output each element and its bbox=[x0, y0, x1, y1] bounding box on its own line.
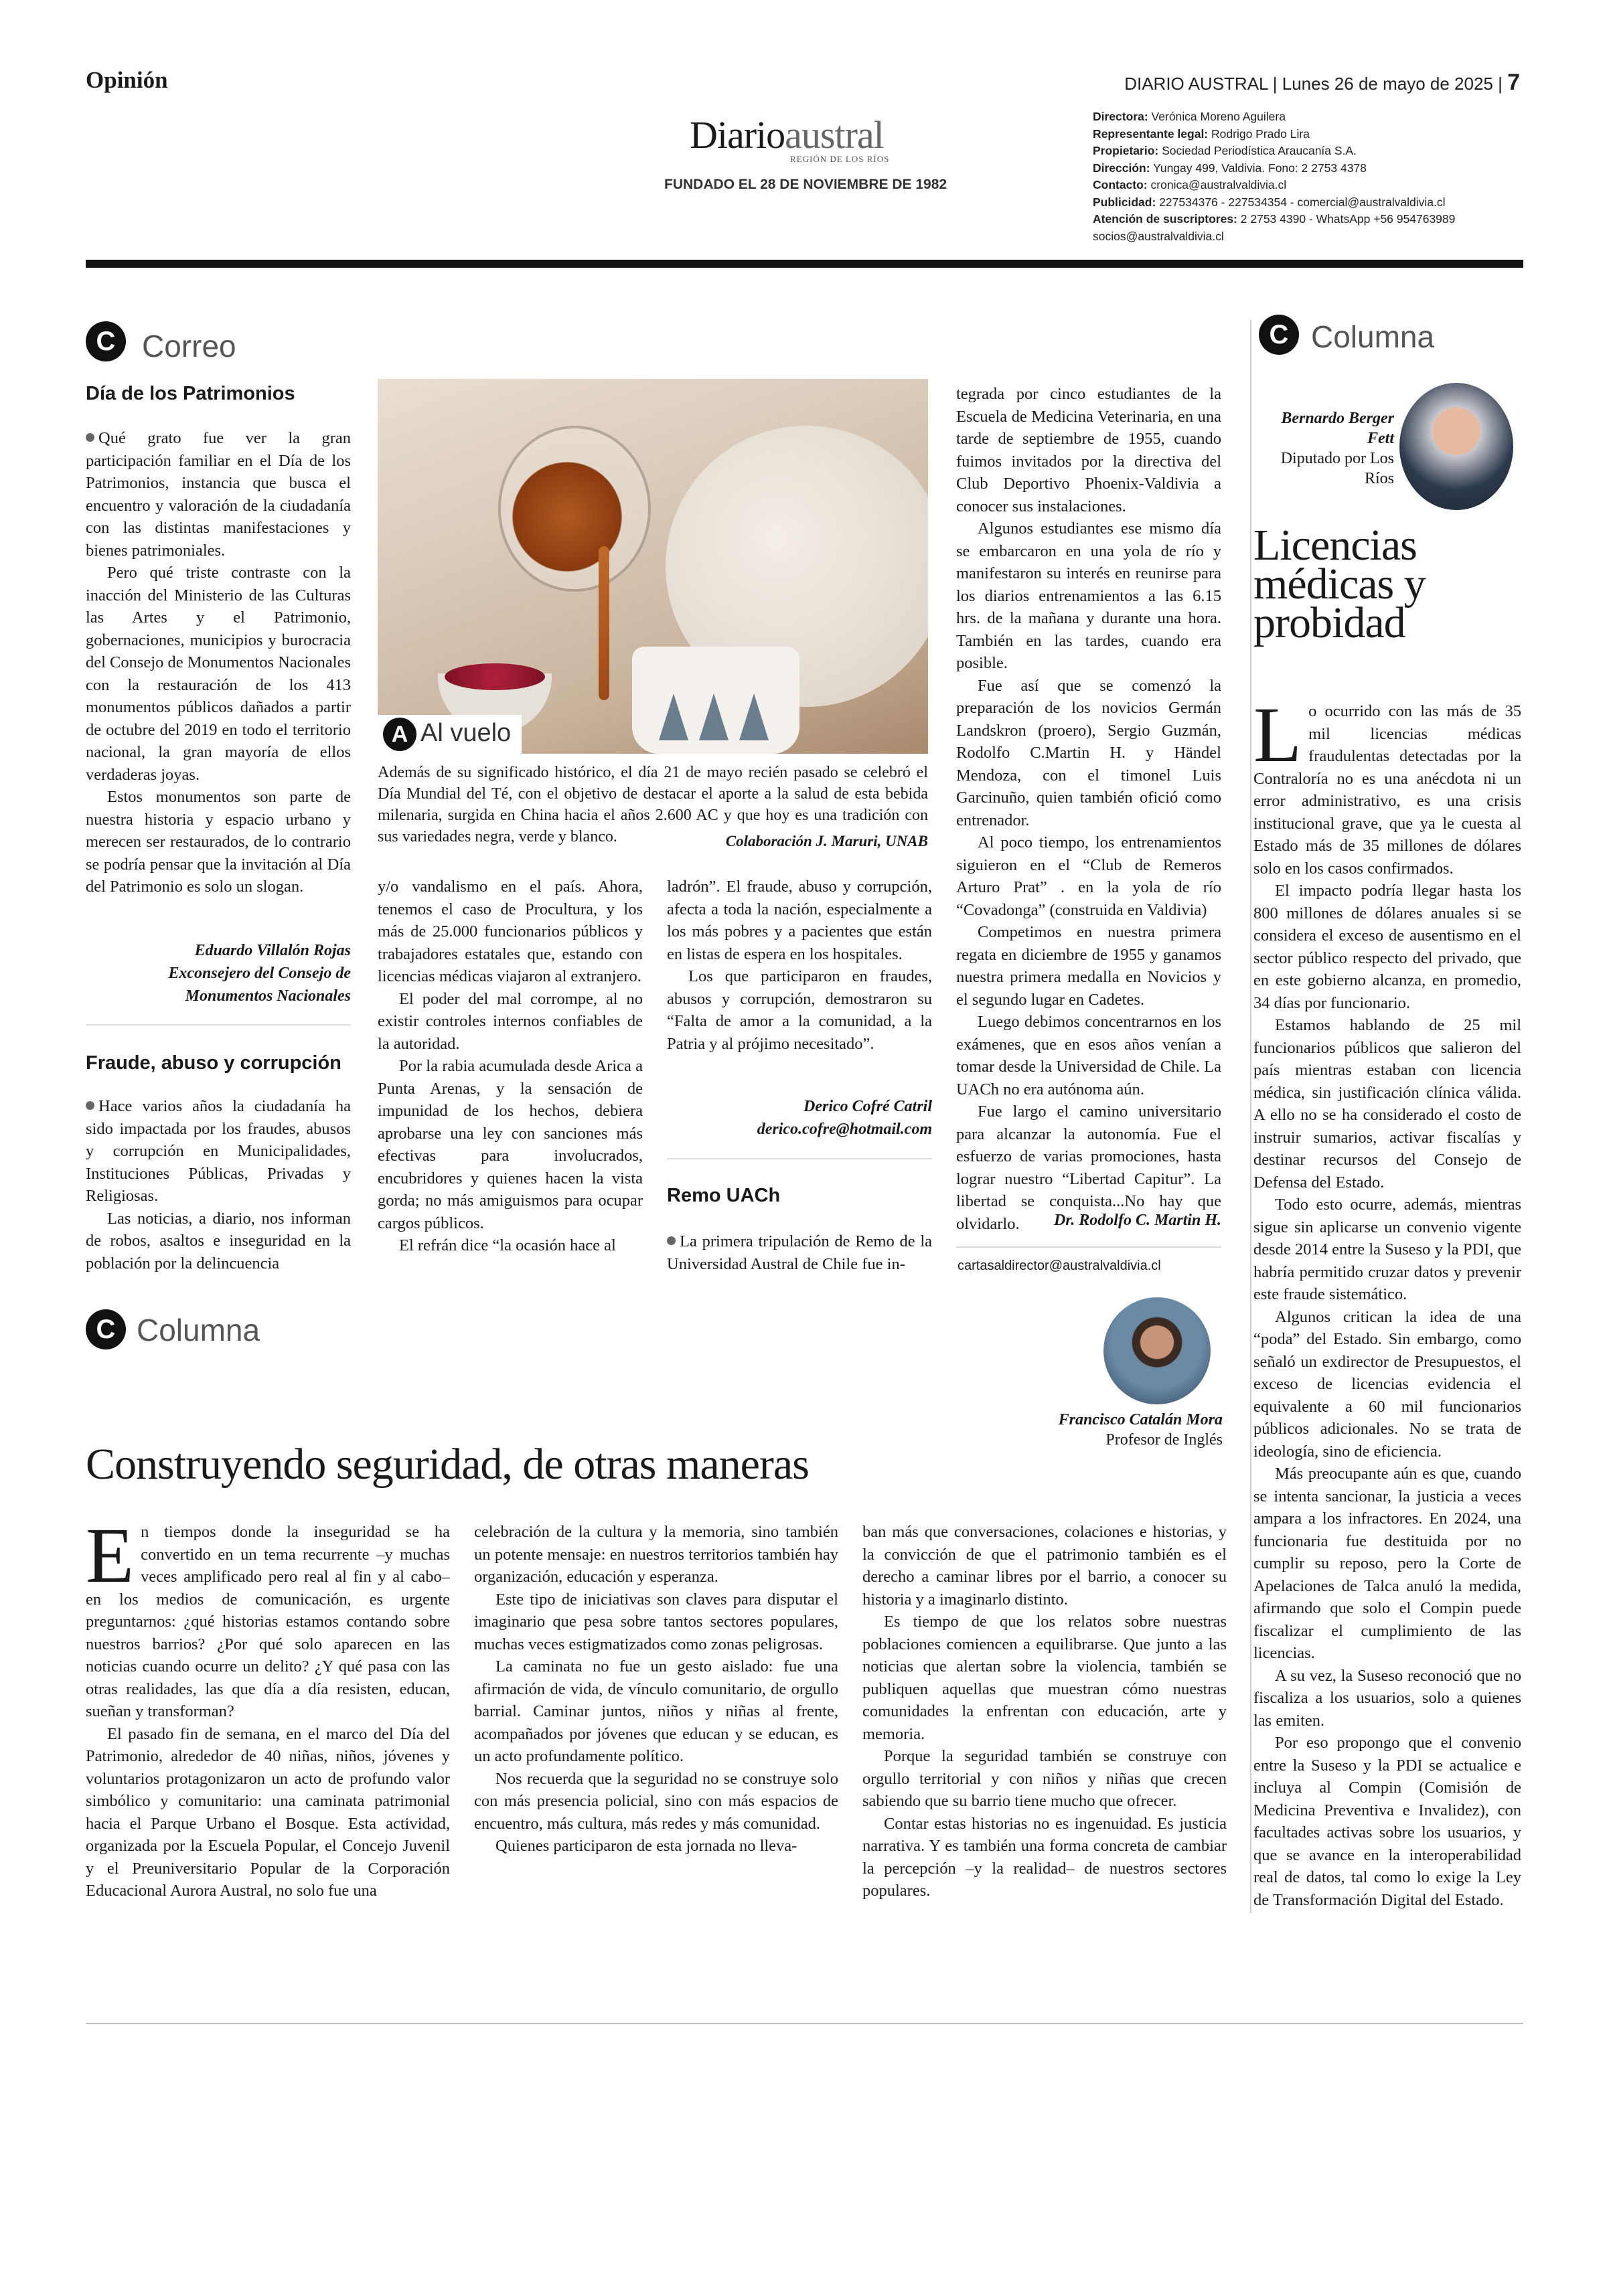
columna-col3 bbox=[862, 1521, 1227, 1902]
drop-cap: L bbox=[1253, 691, 1302, 778]
correo-label: Correo bbox=[142, 329, 236, 363]
letter2-paragraph: Los que participaron en fraudes, abusos y corrupción, demostraron su “Falta de amor a la comunidad, a la Patria y al prójimo necesitado”. bbox=[667, 967, 932, 1053]
columna-headline: Construyendo seguridad, de otras maneras bbox=[86, 1440, 809, 1489]
columnist-credit bbox=[1253, 408, 1394, 489]
paper-name: DIARIO AUSTRAL bbox=[1124, 74, 1268, 94]
columna-badge: C bbox=[1259, 315, 1299, 355]
columna-paragraph: Algunos critican la idea de una “poda” del Estado. Sin embargo, como señaló un exdirector de Presupuestos, el exceso de licencias evidencia el equivalente a 60 mil funcionarios públicos adicionales. No se trata de ideología, sino de eficiencia. bbox=[1253, 1307, 1521, 1461]
letter2-col3 bbox=[667, 876, 932, 1055]
letter3-intro bbox=[667, 1230, 932, 1275]
imprint-value: Rodrigo Prado Lira bbox=[1211, 127, 1310, 141]
letter3-paragraph: Al poco tiempo, los entrenamientos siguieron en el “Club de Remeros Arturo Prat” . en la yola de río “Covadonga” (construida en Valdivia) bbox=[956, 833, 1221, 919]
columnist-photo bbox=[1103, 1297, 1211, 1404]
columna-paragraph: Este tipo de iniciativas son claves para disputar el imaginario que pesa sobre tantos sectores populares, muchas veces estigmatizados como zonas peligrosas. bbox=[474, 1590, 838, 1653]
letter3-col bbox=[956, 383, 1221, 1235]
logo-light-text: austral bbox=[785, 113, 884, 157]
tea-photo bbox=[378, 379, 928, 754]
letter2-paragraph: Por la rabia acumulada desde Arica a Punta Arenas, y la sensación de impunidad de los hechos, debiera aprobarse una ley con sanciones más efectivas para involucrados, encubridores y quienes hacen la vista gorda; no más amiguismos para ocupar cargos públicos. bbox=[378, 1057, 643, 1232]
issue-date: Lunes 26 de mayo de 2025 bbox=[1282, 74, 1493, 94]
columna-label: Columna bbox=[1311, 319, 1435, 354]
imprint-line bbox=[1093, 126, 1535, 143]
columna-paragraph: Contar estas historias no es ingenuidad. Es justicia narrativa. Y es también una forma concreta de cambiar la percepción –y la realidad– de nuestros sectores populares. bbox=[862, 1814, 1227, 1900]
photo-caption: Además de su significado histórico, el día 21 de mayo recién pasado se celebró el Día Mundial del Té, con el objetivo de destacar el aporte a la salud de esta bebida milenaria, surgida en China hacia el años 2.600 AC y que hoy es una tradición con sus variedades negra, verde y blanco. bbox=[378, 764, 928, 845]
letter2-paragraph: ladrón”. El fraude, abuso y corrupción, afecta a toda la nación, especialmente a los más pobres y a pacientes que están en listas de espera en los hospitales. bbox=[667, 878, 932, 963]
imprint-value: socios@australvaldivia.cl bbox=[1093, 229, 1224, 243]
imprint-label: Representante legal: bbox=[1093, 127, 1209, 141]
signature-name: Eduardo Villalón Rojas bbox=[194, 942, 351, 959]
columnist-credit bbox=[924, 1410, 1223, 1450]
imprint-label: Dirección: bbox=[1093, 161, 1150, 175]
separator bbox=[667, 1158, 932, 1159]
columna-paragraph: El pasado fin de semana, en el marco del Día del Patrimonio, alrededor de 40 niñas, niños, jóvenes y voluntarios protagonizaron un acto de profundo valor simbólico y comunitario: una caminata patrimonial hacia el Parque Urbano el Bosque. Esta actividad, organizada por la Escuela Popular, el Concejo Juvenil y el Preuniversitario Popular de la Corporación Educacional Aurora Austral, no solo fue una bbox=[86, 1724, 450, 1900]
columna-col2 bbox=[474, 1521, 838, 1858]
columna-paragraph: Es tiempo de que los relatos sobre nuestras poblaciones comiencen a equilibrarse. Que junto a las noticias que alertan sobre la violencia, también se publiquen aquellas que muestran cómo nuestras comunidades la enfrentan con educación, arte y memoria. bbox=[862, 1613, 1227, 1743]
letter3-signature: Dr. Rodolfo C. Martin H. bbox=[1053, 1212, 1221, 1229]
signature-role: Monumentos Nacionales bbox=[185, 987, 351, 1005]
columna-col1 bbox=[86, 1511, 450, 1902]
column-divider bbox=[1250, 320, 1251, 1913]
letter2-col2 bbox=[378, 876, 643, 1257]
imprint-value: Sociedad Periodística Araucanía S.A. bbox=[1162, 144, 1357, 157]
bullet-icon bbox=[667, 1236, 676, 1245]
imprint-line bbox=[1093, 143, 1535, 160]
letter3-paragraph: Fue largo el camino universitario para alcanzar la autonomía. Fue el esfuerzo de varias promociones, hasta lograr nuestro “Libertad Capitur”. La libertad se conquista...No hay que olvidarlo. bbox=[956, 1102, 1221, 1233]
logo-subtitle: REGIÓN DE LOS RÍOS bbox=[790, 154, 890, 164]
columna-paragraph: A su vez, la Suseso reconoció que no fiscaliza a los usuarios, solo a quienes las emiten. bbox=[1253, 1666, 1521, 1730]
letter1-body bbox=[86, 427, 351, 898]
columna-paragraph: ban más que conversaciones, colaciones e historias, y la convicción de que el patrimonio también es el derecho a caminar libres por el barrio, a conocer su historia y a imaginarlo distinto. bbox=[862, 1523, 1227, 1609]
columna-paragraph: Quienes participaron de esta jornada no lleva- bbox=[495, 1837, 797, 1855]
signature-name: Derico Cofré Catril bbox=[804, 1098, 932, 1115]
photo-credit: Colaboración J. Maruri, UNAB bbox=[725, 833, 928, 849]
letter3-paragraph: Luego debimos concentrarnos en los exámenes, que en esos años venían a tomar desde la Universidad de Chile. La UACh no era autónoma aún. bbox=[956, 1013, 1221, 1098]
logo-main-text: Diario bbox=[690, 113, 785, 157]
letters-email[interactable]: cartasaldirector@australvaldivia.cl bbox=[958, 1258, 1161, 1273]
letter3-paragraph: tegrada por cinco estudiantes de la Escuela de Medicina Veterinaria, en una tarde de septiembre de 1955, cuando fuimos invitados por la directiva del Club Deportivo Phoenix-Valdivia a conocer sus instalaciones. bbox=[956, 385, 1221, 515]
separator bbox=[86, 1024, 351, 1026]
columna-headline: Licencias médicas y probidad bbox=[1253, 521, 1426, 647]
bullet-icon bbox=[86, 1101, 94, 1110]
imprint-line bbox=[1093, 228, 1535, 246]
bullet-icon bbox=[86, 433, 94, 442]
columna-paragraph: Por eso propongo que el convenio entre la Suseso y la PDI se actualice e incluya al Compin (Comisión de Medicina Preventiva e Invalidez), con facultades activas sobre los usuarios, y que se avance en la interoperabilidad real de datos, tal como lo exige la Ley de Transformación Digital del Estado. bbox=[1253, 1734, 1521, 1909]
columna-paragraph: El impacto podría llegar hasta los 800 millones de dólares anuales si se considera el exceso de ausentismo en el sector público respecto del privado, que en este gobierno alcanza, en promedio, 34 días por funcionario. bbox=[1253, 882, 1521, 1012]
columna-paragraph: Todo esto ocurre, además, mientras sigue sin aplicarse un convenio vigente desde 2014 entre la Suseso y la PDI, que habría permitido cruzar datos y prevenir este fraude sistemático. bbox=[1253, 1196, 1521, 1303]
letter3-paragraph: La primera tripulación de Remo de la Universidad Austral de Chile fue in- bbox=[667, 1232, 932, 1273]
letter2-signature bbox=[667, 1095, 932, 1141]
letter3-paragraph: Algunos estudiantes ese mismo día se embarcaron en una yola de río y manifestaron su interés en reunirse para los diarios entrenamientos a las 6.15 hrs. de la mañana y durante una hora. También en las tardes, cuando era posible. bbox=[956, 519, 1221, 672]
columna-label: Columna bbox=[137, 1313, 260, 1347]
columnist-role: Diputado por Los Ríos bbox=[1280, 450, 1394, 487]
imprint-label: Contacto: bbox=[1093, 178, 1148, 191]
imprint-line bbox=[1093, 194, 1535, 212]
page-header-info: DIARIO AUSTRAL | Lunes 26 de mayo de 2025 | 7 bbox=[1124, 70, 1520, 95]
letter2-paragraph: El poder del mal corrompe, al no existir controles internos confiables de la autoridad. bbox=[378, 989, 643, 1053]
columna-badge: C bbox=[86, 1309, 126, 1349]
imprint-value: 227534376 - 227534354 - comercial@australvaldivia.cl bbox=[1159, 195, 1446, 209]
columnist-photo bbox=[1399, 383, 1513, 510]
columna-paragraph: celebración de la cultura y la memoria, sino también un potente mensaje: en nuestros territorios también hay organización, educación y esperanza. bbox=[474, 1523, 838, 1586]
letter2-paragraph: Hace varios años la ciudadanía ha sido impactada por los fraudes, abusos y corrupción en Municipalidades, Instituciones Públicas, Privadas y Religiosas. bbox=[86, 1097, 351, 1205]
letter1-paragraph: Estos monumentos son parte de nuestra historia y espacio urbano y merecen ser restaurados, de lo contrario se podría pensar que la invitación al Día del Patrimonio es solo un slogan. bbox=[86, 788, 351, 896]
drop-cap: E bbox=[86, 1511, 135, 1599]
imprint-box bbox=[1093, 108, 1535, 245]
imprint-value: 2 2753 4390 - WhatsApp +56 954763989 bbox=[1240, 212, 1456, 226]
columna-body bbox=[1253, 691, 1521, 1911]
letter2-paragraph: El refrán dice “la ocasión hace al bbox=[399, 1236, 616, 1254]
imprint-label: Directora: bbox=[1093, 110, 1148, 123]
letter2-paragraph: Las noticias, a diario, nos informan de robos, asaltos e inseguridad en la población por la delincuencia bbox=[86, 1209, 351, 1273]
al-vuelo-text: Al vuelo bbox=[420, 719, 512, 748]
al-vuelo-badge: A bbox=[383, 718, 416, 751]
columnist-name: Francisco Catalán Mora bbox=[1058, 1411, 1223, 1428]
imprint-label: Propietario: bbox=[1093, 144, 1159, 157]
letter3-paragraph: Fue así que se comenzó la preparación de los novicios Germán Landskron (proero), Sergio Guzmán, Rodolfo C.Martin H. y Händel Mendoza, con el timonel Luis Garcinuño, quien también ofició como entrenador. bbox=[956, 676, 1221, 829]
imprint-value: cronica@australvaldivia.cl bbox=[1150, 178, 1287, 191]
section-title: Opinión bbox=[86, 67, 168, 93]
letter3-title: Remo UACh bbox=[667, 1185, 781, 1206]
letter3-paragraph: Competimos en nuestra primera regata en diciembre de 1955 y ganamos nuestra primera medalla en Novicios y el segundo lugar en Cadetes. bbox=[956, 923, 1221, 1009]
letter2-paragraph: y/o vandalismo en el país. Ahora, tenemos el caso de Procultura, y los más de 25.000 funcionarios públicos y trabajadores estatales que, estando con licencias médicas viajaron al extranjero. bbox=[378, 878, 643, 985]
founded-line: FUNDADO EL 28 DE NOVIEMBRE DE 1982 bbox=[664, 177, 947, 192]
tea-stream bbox=[599, 546, 609, 700]
columna-paragraph: Nos recuerda que la seguridad no se construye solo con más presencia policial, sino con más espacios de encuentro, más cultura, más redes y más comunidad. bbox=[474, 1769, 838, 1833]
letter2-title: Fraude, abuso y corrupción bbox=[86, 1052, 341, 1074]
newspaper-logo bbox=[690, 112, 884, 157]
imprint-label: Publicidad: bbox=[1093, 195, 1156, 209]
columna-paragraph: n tiempos donde la inseguridad se ha convertido en un tema recurrente –y muchas veces amplificado pero real al fin y al cabo– en los medios de comunicación, es urgente preguntarnos: ¿qué historias estamos contando sobre nuestros barrios? ¿Por qué solo aparecen en las noticias cuando ocurre un delito? ¿Y qué pasa con las otras realidades, las que día a día resisten, educan, sueñan y transforman? bbox=[86, 1523, 450, 1720]
columnist-name: Bernardo Berger Fett bbox=[1281, 410, 1394, 447]
imprint-line bbox=[1093, 177, 1535, 194]
imprint-line bbox=[1093, 160, 1535, 177]
page-number: 7 bbox=[1507, 70, 1520, 95]
imprint-line bbox=[1093, 108, 1535, 126]
columna-paragraph: Más preocupante aún es que, cuando se intenta sancionar, la justicia a veces ampara a los infractores. En 2024, una funcionaria fue destituida por no cumplir su reposo, pero la Corte de Apelaciones de Talca anuló la medida, afirmando que solo el Compin puede fiscalizar el cumplimiento de las licencias. bbox=[1253, 1465, 1521, 1662]
letter1-title: Día de los Patrimonios bbox=[86, 383, 295, 404]
correo-badge: C bbox=[86, 321, 126, 361]
letter1-signature bbox=[86, 939, 351, 1007]
columnist-role: Profesor de Inglés bbox=[1105, 1431, 1223, 1449]
columna-paragraph: Estamos hablando de 25 mil funcionarios públicos que salieron del país mientras estaban con licencia médica, sin justificación clínica válida. A ello no se ha considerado el costo de instruir sumarios, activar fiscalías y destinar recursos del Consejo de Defensa del Estado. bbox=[1253, 1016, 1521, 1192]
imprint-value: Yungay 499, Valdivia. Fono: 2 2753 4378 bbox=[1153, 161, 1367, 175]
columna-paragraph: La caminata no fue un gesto aislado: fue una afirmación de vida, de vínculo comunitario, de orgullo barrial. Caminar juntos, niños y niñas al frente, acompañados por jóvenes que educan y se educan, es un acto profundamente político. bbox=[474, 1657, 838, 1765]
mug bbox=[632, 647, 799, 754]
columna-paragraph: Porque la seguridad también se construye con orgullo territorial y con niños y niñas que crecen sabiendo que su barrio tiene mucho que ofrecer. bbox=[862, 1747, 1227, 1810]
al-vuelo-label bbox=[378, 715, 522, 754]
signature-role: Exconsejero del Consejo de bbox=[168, 965, 351, 982]
letter1-paragraph: Qué grato fue ver la gran participación familiar en el Día de los Patrimonios, instancia que busca el encuentro y valoración de la ciudadanía con las distintas manifestaciones y bienes patrimoniales. bbox=[86, 429, 351, 560]
footer-rule bbox=[86, 2023, 1523, 2024]
columna-paragraph: o ocurrido con las más de 35 mil licencias médicas fraudulentas detectadas por la Contraloría no es una anécdota ni un error administrativo, es una crisis institucional grave, que ya le cuesta al Estado más de 35 millones de dólares solo en los casos confirmados. bbox=[1253, 702, 1521, 878]
header-rule bbox=[86, 260, 1523, 268]
separator bbox=[956, 1246, 1221, 1248]
imprint-label: Atención de suscriptores: bbox=[1093, 212, 1237, 226]
signature-email: derico.cofre@hotmail.com bbox=[757, 1121, 932, 1138]
letter1-paragraph: Pero qué triste contraste con la inacción del Ministerio de las Culturas las Artes y el Patrimonio, gobernaciones, municipios y burocracia del Consejo de Monumentos Nacionales con la restauración de los 413 monumentos públicos dañados a partir de octubre del 2019 en todo el territorio nacional, la gran mayoría de ellos verdaderas joyas. bbox=[86, 564, 352, 784]
teapot bbox=[498, 426, 651, 592]
imprint-value: Verónica Moreno Aguilera bbox=[1151, 110, 1286, 123]
berries bbox=[445, 663, 545, 690]
letter2-col1 bbox=[86, 1095, 351, 1275]
imprint-line bbox=[1093, 211, 1535, 228]
